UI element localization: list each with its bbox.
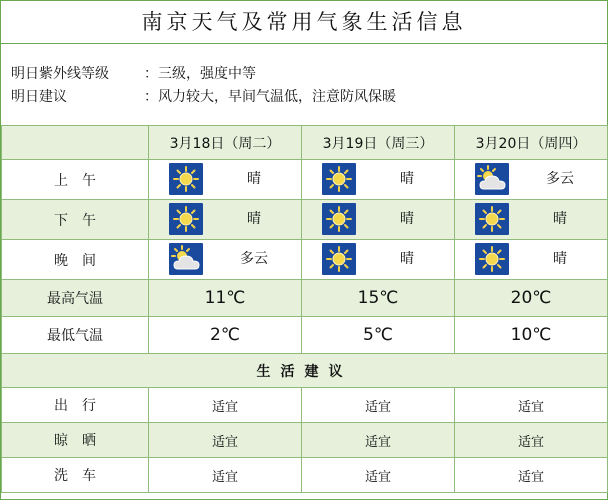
sun-icon bbox=[322, 163, 356, 195]
low-temp: 10℃ bbox=[455, 317, 608, 354]
low-temp: 5℃ bbox=[302, 317, 455, 354]
weather-text: 晴 bbox=[553, 211, 567, 227]
row-label-low: 最低气温 bbox=[2, 317, 149, 354]
sun-icon bbox=[169, 203, 203, 235]
evening-row bbox=[2, 240, 608, 280]
date-header-row bbox=[2, 126, 608, 160]
advice-label: 明日建议 bbox=[11, 89, 67, 105]
life-advice-title: 生活建议 bbox=[2, 354, 608, 388]
weather-cell bbox=[302, 200, 455, 240]
sun-icon bbox=[322, 243, 356, 275]
life-label: 出行 bbox=[2, 388, 149, 423]
advice-info-row bbox=[1, 86, 607, 108]
weather-text: 晴 bbox=[247, 211, 261, 227]
sun-icon bbox=[322, 203, 356, 235]
low-temp: 2℃ bbox=[149, 317, 302, 354]
morning-row bbox=[2, 160, 608, 200]
life-label: 洗车 bbox=[2, 458, 149, 493]
row-label-evening: 晚间 bbox=[2, 240, 149, 280]
partly-cloudy-icon bbox=[475, 163, 509, 195]
life-label: 晾晒 bbox=[2, 423, 149, 458]
weather-text: 多云 bbox=[546, 171, 574, 187]
weather-cell bbox=[302, 160, 455, 200]
weather-cell bbox=[455, 160, 608, 200]
life-row-carwash bbox=[2, 458, 608, 493]
life-value: 适宜 bbox=[149, 423, 302, 458]
high-temp-row bbox=[2, 280, 608, 317]
uv-label: 明日紫外线等级 bbox=[11, 66, 109, 82]
weather-text: 晴 bbox=[400, 251, 414, 267]
partly-cloudy-icon bbox=[169, 243, 203, 275]
life-row-travel bbox=[2, 388, 608, 423]
day-header: 3月18日（周二） bbox=[149, 126, 302, 160]
weather-text: 晴 bbox=[247, 171, 261, 187]
row-label-afternoon: 下午 bbox=[2, 200, 149, 240]
life-row-drying bbox=[2, 423, 608, 458]
life-value: 适宜 bbox=[455, 388, 608, 423]
advice-value: ：风力较大，早间气温低，注意防风保暖 bbox=[144, 89, 396, 105]
sun-icon bbox=[475, 203, 509, 235]
page-title: 南京天气及常用气象生活信息 bbox=[1, 1, 607, 44]
weather-cell bbox=[149, 240, 302, 280]
life-value: 适宜 bbox=[302, 458, 455, 493]
weather-cell bbox=[455, 240, 608, 280]
sun-icon bbox=[169, 163, 203, 195]
high-temp: 20℃ bbox=[455, 280, 608, 317]
weather-cell bbox=[149, 160, 302, 200]
weather-text: 多云 bbox=[240, 251, 268, 267]
weather-text: 晴 bbox=[553, 251, 567, 267]
life-value: 适宜 bbox=[302, 388, 455, 423]
row-label-high: 最高气温 bbox=[2, 280, 149, 317]
weather-text: 晴 bbox=[400, 171, 414, 187]
life-value: 适宜 bbox=[455, 423, 608, 458]
afternoon-row bbox=[2, 200, 608, 240]
life-advice-header-row bbox=[2, 354, 608, 388]
row-label-morning: 上午 bbox=[2, 160, 149, 200]
high-temp: 15℃ bbox=[302, 280, 455, 317]
life-value: 适宜 bbox=[149, 458, 302, 493]
uv-info-row bbox=[1, 63, 607, 85]
weather-text: 晴 bbox=[400, 211, 414, 227]
tomorrow-info bbox=[1, 43, 607, 125]
life-value: 适宜 bbox=[149, 388, 302, 423]
low-temp-row bbox=[2, 317, 608, 354]
uv-value: ：三级，强度中等 bbox=[144, 66, 256, 82]
forecast-table bbox=[1, 125, 608, 493]
life-value: 适宜 bbox=[302, 423, 455, 458]
sun-icon bbox=[475, 243, 509, 275]
day-header: 3月20日（周四） bbox=[455, 126, 608, 160]
header-corner bbox=[2, 126, 149, 160]
weather-cell bbox=[455, 200, 608, 240]
weather-cell bbox=[149, 200, 302, 240]
high-temp: 11℃ bbox=[149, 280, 302, 317]
life-value: 适宜 bbox=[455, 458, 608, 493]
day-header: 3月19日（周三） bbox=[302, 126, 455, 160]
weather-cell bbox=[302, 240, 455, 280]
